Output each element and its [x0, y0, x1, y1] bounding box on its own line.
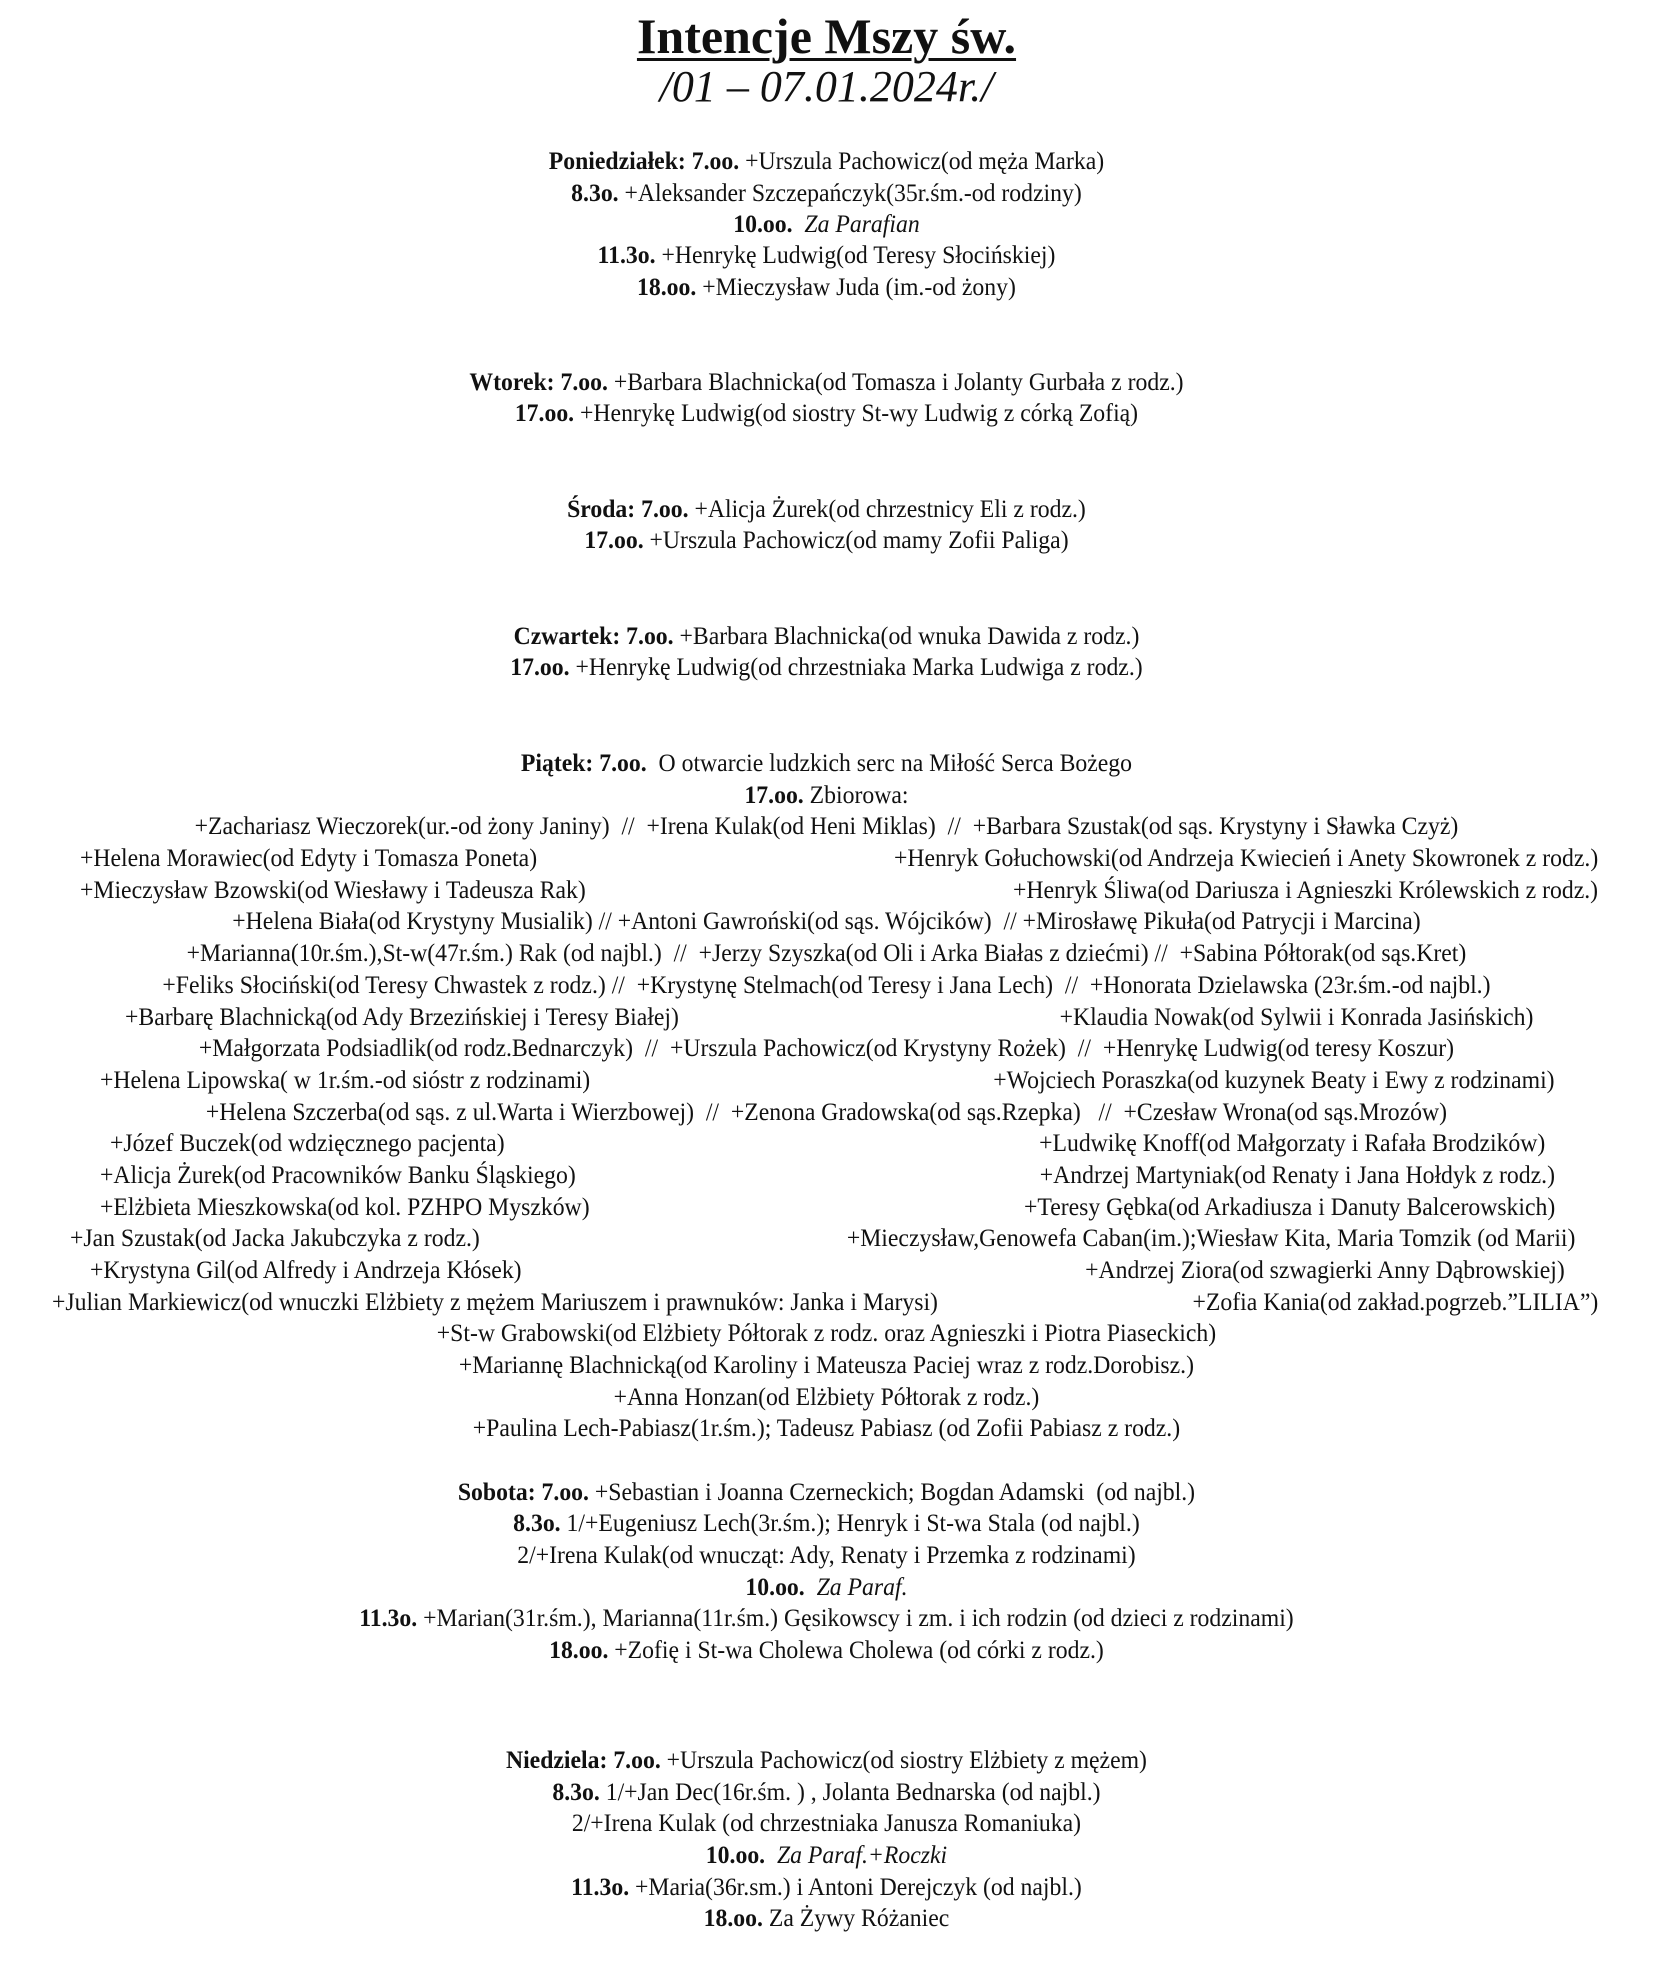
intention-left: +Elżbieta Mieszkowska(od kol. PZHPO Myszków) — [100, 1192, 590, 1221]
intention-right: +Zofia Kania(od zakład.pogrzeb.”LILIA”) — [1192, 1287, 1598, 1316]
mass-intention: Za Paraf.+Roczki — [776, 1840, 948, 1869]
mass-intention: +Barbara Blachnicka(od wnuka Dawida z rodz.) — [679, 621, 1140, 650]
thursday-mass-2 — [58, 652, 1595, 682]
friday-mass-1 — [58, 748, 1595, 778]
mass-intention: Za Paraf. — [816, 1572, 908, 1601]
collective-intention-row: +Helena Biała(od Krystyny Musialik) // +Antoni Gawroński(od sąs. Wójcików) // +Mirosławę Pikuła(od Patrycji i Marcina) — [232, 906, 1421, 935]
date-range: /01 – 07.01.2024r./ — [659, 62, 994, 111]
mass-time: 8.3o. — [552, 1777, 600, 1806]
day-label: Poniedziałek: — [548, 146, 686, 175]
mass-time: 7.oo. — [560, 367, 608, 396]
saturday-mass-2b — [58, 1540, 1595, 1570]
mass-time: 7.oo. — [641, 494, 689, 523]
mass-intention: +Aleksander Szczepańczyk(35r.śm.-od rodziny) — [624, 178, 1082, 207]
intention-left: +Helena Morawiec(od Edyty i Tomasza Poneta) — [80, 843, 538, 872]
collective-intention-row: +Helena Szczerba(od sąs. z ul.Warta i Wierzbowej) // +Zenona Gradowska(od sąs.Rzepka) // +Czesław Wrona(od sąs.Mrozów) — [205, 1097, 1448, 1126]
intention-right: +Mieczysław,Genowefa Caban(im.);Wiesław Kita, Maria Tomzik (od Marii) — [846, 1223, 1575, 1252]
collective-intention-row: +Anna Honzan(od Elżbiety Półtorak z rodz.) — [613, 1382, 1040, 1411]
mass-intention: 2/+Irena Kulak(od wnucząt: Ady, Renaty i Przemka z rodzinami) — [517, 1540, 1136, 1569]
monday-mass-4 — [58, 240, 1595, 270]
document-title — [0, 6, 1653, 66]
mass-intention: Za Parafian — [804, 209, 920, 238]
intention-left: +Krystyna Gil(od Alfredy i Andrzeja Kłósek) — [90, 1255, 522, 1284]
mass-intention: +Zofię i St-wa Cholewa Cholewa (od córki z rodz.) — [614, 1635, 1104, 1664]
intention-right: +Henryk Gołuchowski(od Andrzeja Kwiecień i Anety Skowronek z rodz.) — [893, 843, 1598, 872]
collective-intention-row: +Małgorzata Podsiadlik(od rodz.Bednarczyk) // +Urszula Pachowicz(od Krystyny Rożek) // +Henrykę Ludwig(od teresy Koszur) — [198, 1033, 1455, 1062]
monday-mass-5 — [58, 272, 1595, 302]
mass-intention: 1/+Jan Dec(16r.śm. ) , Jolanta Bednarska (od najbl.) — [605, 1777, 1101, 1806]
mass-time: 17.oo. — [514, 398, 575, 427]
intention-left: +Alicja Żurek(od Pracowników Banku Śląskiego) — [100, 1160, 576, 1189]
collective-intention-row: +Feliks Słociński(od Teresy Chwastek z rodz.) // +Krystynę Stelmach(od Teresy i Jana Lech) // +Honorata Dzielawska (23r.śm.-od najbl.) — [162, 970, 1491, 999]
tuesday-mass-2 — [58, 398, 1595, 428]
mass-time: 7.oo. — [691, 146, 740, 175]
intention-right: +Teresy Gębka(od Arkadiusza i Danuty Balcerowskich) — [1023, 1192, 1555, 1221]
mass-intention: +Sebastian i Joanna Czerneckich; Bogdan Adamski (od najbl.) — [594, 1477, 1196, 1506]
monday-mass-1 — [58, 146, 1595, 176]
mass-time: 18.oo. — [637, 272, 697, 301]
mass-intention: +Henrykę Ludwig(od siostry St-wy Ludwig z córką Zofią) — [580, 398, 1139, 427]
intention-left: +Barbarę Blachnicką(od Ady Brzezińskiej i Teresy Białej) — [125, 1002, 679, 1031]
monday-mass-3 — [58, 209, 1595, 239]
intention-right: +Klaudia Nowak(od Sylwii i Konrada Jasińskich) — [1059, 1002, 1533, 1031]
day-label: Środa: — [567, 494, 636, 523]
sunday-mass-5 — [58, 1903, 1595, 1933]
saturday-mass-2 — [58, 1508, 1595, 1538]
collective-intention-row: +St-w Grabowski(od Elżbiety Półtorak z rodz. oraz Agnieszki i Piotra Piaseckich) — [436, 1318, 1217, 1347]
mass-intention: O otwarcie ludzkich serc na Miłość Serca Bożego — [658, 748, 1133, 777]
mass-time: 17.oo. — [510, 652, 570, 681]
mass-time: 17.oo. — [744, 780, 804, 809]
friday-mass-2 — [58, 780, 1595, 810]
mass-time: 10.oo. — [745, 1572, 805, 1601]
mass-intention: +Henrykę Ludwig(od chrzestniaka Marka Ludwiga z rodz.) — [575, 652, 1143, 681]
day-label: Wtorek: — [469, 367, 555, 396]
mass-time: 11.3o. — [597, 240, 656, 269]
mass-intention: 2/+Irena Kulak (od chrzestniaka Janusza Romaniuka) — [571, 1808, 1082, 1837]
mass-intention: +Henrykę Ludwig(od Teresy Słocińskiej) — [661, 240, 1056, 269]
sunday-mass-4 — [58, 1872, 1595, 1902]
day-label: Sobota: — [457, 1477, 536, 1506]
saturday-mass-4 — [58, 1603, 1595, 1633]
mass-time: 18.oo. — [703, 1903, 763, 1932]
intention-right: +Andrzej Ziora(od szwagierki Anny Dąbrowskiej) — [1085, 1255, 1565, 1284]
mass-intention: +Mieczysław Juda (im.-od żony) — [702, 272, 1016, 301]
saturday-mass-3 — [58, 1572, 1595, 1602]
sunday-mass-3 — [58, 1840, 1595, 1870]
mass-time: 11.3o. — [571, 1872, 630, 1901]
intention-left: +Józef Buczek(od wdzięcznego pacjenta) — [110, 1128, 505, 1157]
mass-time: 8.3o. — [513, 1508, 561, 1537]
mass-intention: +Alicja Żurek(od chrzestnicy Eli z rodz.) — [694, 494, 1086, 523]
mass-intention: Zbiorowa: — [809, 780, 909, 809]
monday-mass-2 — [58, 178, 1595, 208]
collective-intention-row: +Mariannę Blachnicką(od Karoliny i Mateusza Paciej wraz z rodz.Dorobisz.) — [458, 1350, 1195, 1379]
sunday-mass-2b — [58, 1808, 1595, 1838]
mass-intention: 1/+Eugeniusz Lech(3r.śm.); Henryk i St-wa Stala (od najbl.) — [566, 1508, 1140, 1537]
mass-time: 7.oo. — [613, 1745, 661, 1774]
mass-intention: Za Żywy Różaniec — [768, 1903, 950, 1932]
mass-intention: +Urszula Pachowicz(od mamy Zofii Paliga) — [649, 525, 1069, 554]
mass-time: 17.oo. — [584, 525, 644, 554]
mass-intention: +Urszula Pachowicz(od siostry Elżbiety z mężem) — [666, 1745, 1147, 1774]
intention-left: +Mieczysław Bzowski(od Wiesławy i Tadeusza Rak) — [80, 875, 586, 904]
mass-time: 8.3o. — [571, 178, 619, 207]
intention-right: +Andrzej Martyniak(od Renaty i Jana Hołdyk z rodz.) — [1039, 1160, 1555, 1189]
saturday-mass-1 — [58, 1477, 1595, 1507]
saturday-mass-5 — [58, 1635, 1595, 1665]
collective-intention-row: +Paulina Lech-Pabiasz(1r.śm.); Tadeusz Pabiasz (od Zofii Pabiasz z rodz.) — [472, 1413, 1181, 1442]
collective-intention-row: +Zachariasz Wieczorek(ur.-od żony Janiny) // +Irena Kulak(od Heni Miklas) // +Barbara Szustak(od sąs. Krystyny i Sławka Czyż) — [194, 811, 1459, 840]
day-label: Niedziela: — [505, 1745, 608, 1774]
mass-time: 7.oo. — [541, 1477, 589, 1506]
intention-right: +Wojciech Poraszka(od kuzynek Beaty i Ewy z rodzinami) — [993, 1065, 1555, 1094]
day-label: Czwartek: — [513, 621, 621, 650]
mass-time: 10.oo. — [705, 1840, 766, 1869]
tuesday-mass-1 — [58, 367, 1595, 397]
sunday-mass-1 — [58, 1745, 1595, 1775]
intention-left: +Helena Lipowska( w 1r.śm.-od sióstr z rodzinami) — [100, 1065, 591, 1094]
mass-time: 10.oo. — [733, 209, 793, 238]
mass-time: 18.oo. — [549, 1635, 609, 1664]
mass-time: 7.oo. — [599, 748, 647, 777]
mass-time: 11.3o. — [359, 1603, 418, 1632]
intention-left: +Jan Szustak(od Jacka Jakubczyka z rodz.) — [70, 1223, 480, 1252]
intention-right: +Ludwikę Knoff(od Małgorzaty i Rafała Brodzików) — [1038, 1128, 1545, 1157]
thursday-mass-1 — [58, 621, 1595, 651]
intention-left: +Julian Markiewicz(od wnuczki Elżbiety z mężem Mariuszem i prawnuków: Janka i Marysi) — [52, 1287, 938, 1316]
wednesday-mass-1 — [58, 494, 1595, 524]
title-text: Intencje Mszy św. — [636, 8, 1017, 64]
collective-intention-row: +Marianna(10r.śm.),St-w(47r.śm.) Rak (od najbl.) // +Jerzy Szyszka(od Oli i Arka Białas z dziećmi) // +Sabina Półtorak(od sąs.Kret) — [186, 938, 1467, 967]
mass-time: 7.oo. — [626, 621, 674, 650]
wednesday-mass-2 — [58, 525, 1595, 555]
mass-intention: +Urszula Pachowicz(od męża Marka) — [745, 146, 1105, 175]
mass-intention: +Barbara Blachnicka(od Tomasza i Jolanty Gurbała z rodz.) — [613, 367, 1184, 396]
mass-intention: +Marian(31r.śm.), Marianna(11r.śm.) Gęsikowscy i zm. i ich rodzin (od dzieci z rodzinami) — [423, 1603, 1294, 1632]
intention-right: +Henryk Śliwa(od Dariusza i Agnieszki Królewskich z rodz.) — [1012, 875, 1598, 904]
day-label: Piątek: — [520, 748, 594, 777]
mass-intention: +Maria(36r.sm.) i Antoni Derejczyk (od najbl.) — [635, 1872, 1082, 1901]
sunday-mass-2 — [58, 1777, 1595, 1807]
